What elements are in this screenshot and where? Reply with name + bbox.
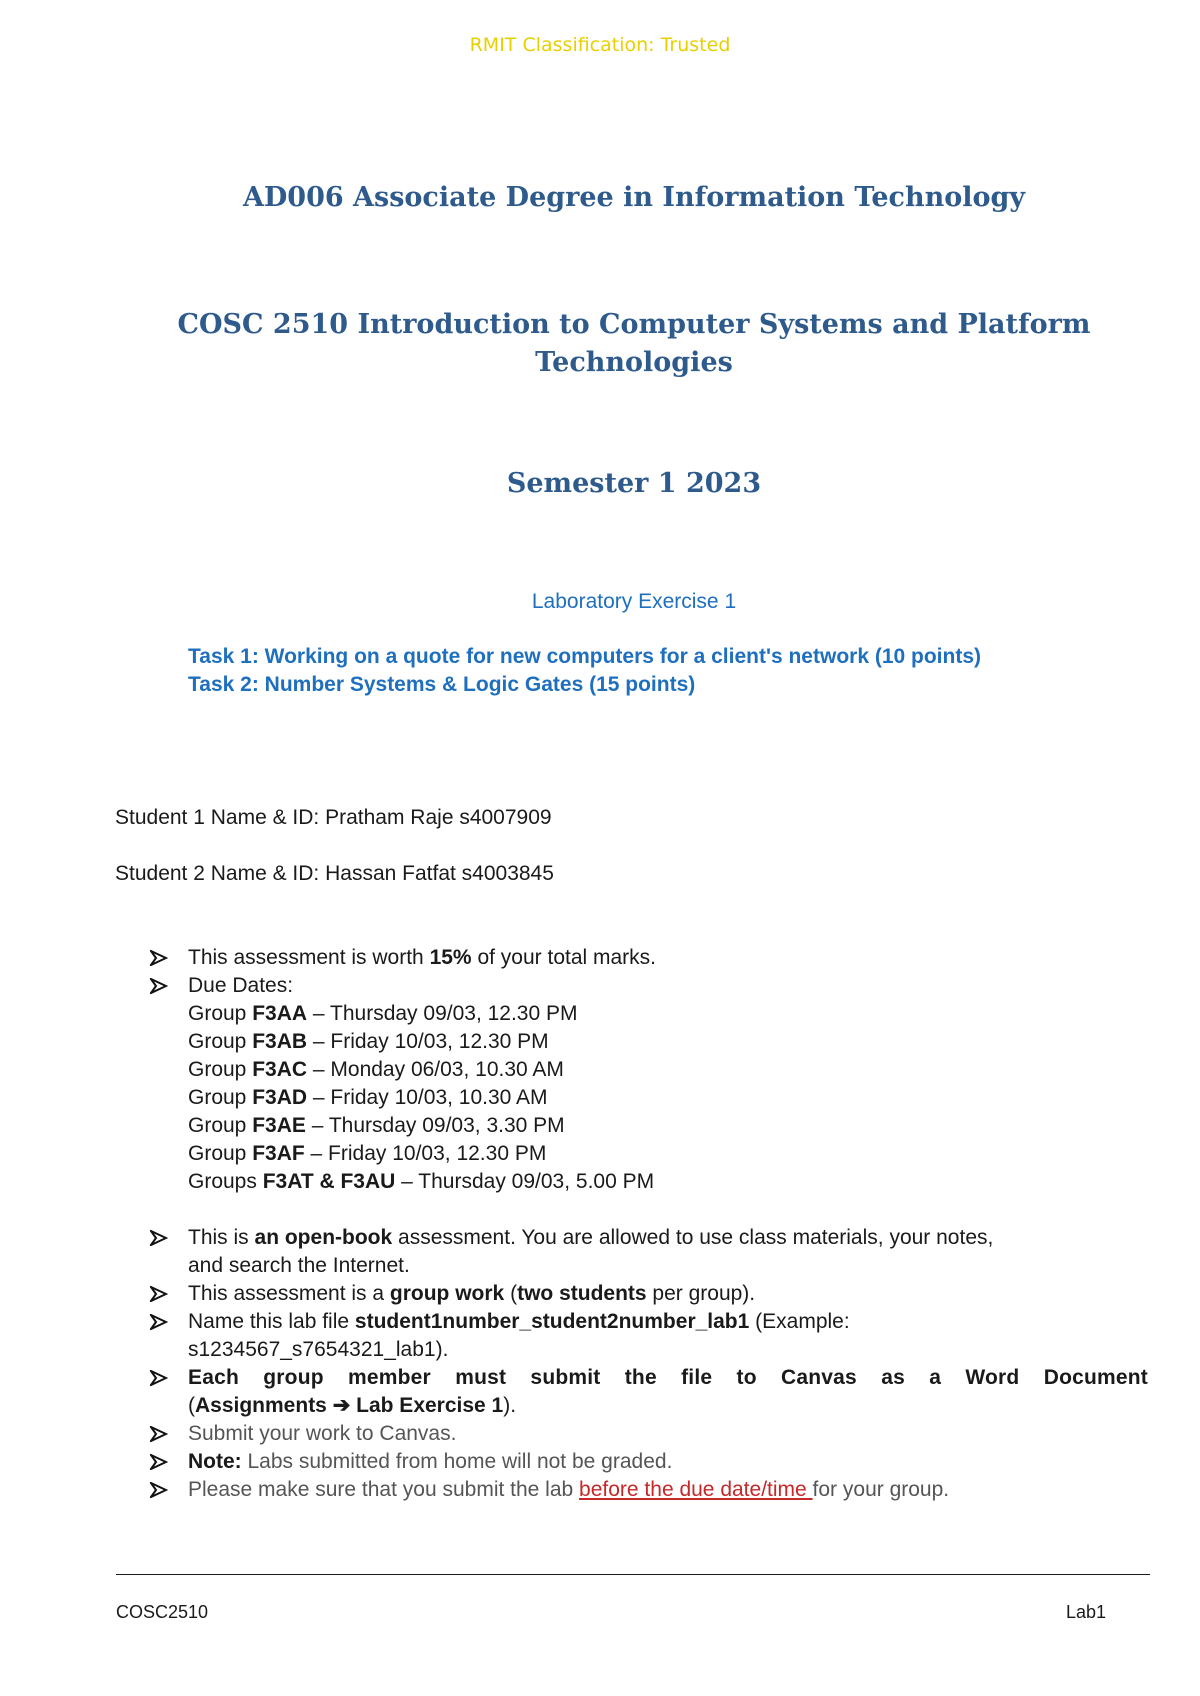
group-due-date: Group F3AD – Friday 10/03, 10.30 AM <box>188 1086 548 1109</box>
submit-instruction: Each group member must submit the file to Canvas as a Word Document <box>188 1366 1148 1389</box>
arrow-bullet-icon <box>150 1280 180 1302</box>
arrow-bullet-icon <box>150 1364 180 1386</box>
list-item: Submit your work to Canvas. <box>150 1420 1148 1448</box>
student-1-line: Student 1 Name & ID: Pratham Raje s4007909 <box>115 806 552 829</box>
arrow-bullet-icon <box>150 1476 180 1498</box>
semester-title: Semester 1 2023 <box>506 468 762 499</box>
lab-title: Laboratory Exercise 1 <box>531 590 737 613</box>
task-2: Task 2: Number Systems & Logic Gates (15 points) <box>188 673 696 696</box>
due-date-link[interactable]: before the due date/time <box>579 1478 813 1501</box>
list-item: Note: Labs submitted from home will not be graded. <box>150 1448 1148 1476</box>
list-item: Please make sure that you submit the lab before the due date/time for your group. <box>150 1476 1148 1504</box>
list-item: Name this lab file student1number_student2number_lab1 (Example: s1234567_s7654321_lab1). <box>150 1308 1148 1364</box>
task-1: Task 1: Working on a quote for new computers for a client's network (10 points) <box>188 645 981 668</box>
classification-label: RMIT Classification: Trusted <box>469 34 731 56</box>
arrow-bullet-icon <box>150 944 180 966</box>
list-item: This assessment is worth 15% of your total marks. <box>150 944 1148 972</box>
group-due-date: Group F3AC – Monday 06/03, 10.30 AM <box>188 1058 564 1081</box>
arrow-bullet-icon <box>150 1224 180 1246</box>
instructions-list <box>150 944 1148 1504</box>
arrow-bullet-icon <box>150 1448 180 1470</box>
list-item: This is an open-book assessment. You are allowed to use class materials, your notes, and search the Internet. <box>150 1224 1148 1280</box>
footer-course-code: COSC2510 <box>116 1602 209 1622</box>
arrow-bullet-icon <box>150 972 180 994</box>
arrow-bullet-icon <box>150 1308 180 1330</box>
course-title-line2: Technologies <box>535 347 733 378</box>
course-title-line1: COSC 2510 Introduction to Computer Systems and Platform <box>177 309 1091 340</box>
due-dates-label: Due Dates: <box>188 974 294 997</box>
list-item: This assessment is a group work (two students per group). <box>150 1280 1148 1308</box>
footer-divider <box>116 1574 1150 1575</box>
group-due-date: Group F3AE – Thursday 09/03, 3.30 PM <box>188 1114 565 1137</box>
group-due-date: Groups F3AT & F3AU – Thursday 09/03, 5.00 PM <box>188 1170 655 1193</box>
list-item <box>150 972 1148 1196</box>
group-due-date: Group F3AF – Friday 10/03, 12.30 PM <box>188 1142 547 1165</box>
degree-title: AD006 Associate Degree in Information Technology <box>242 182 1026 213</box>
student-2-line: Student 2 Name & ID: Hassan Fatfat s4003845 <box>115 862 554 885</box>
group-due-date: Group F3AB – Friday 10/03, 12.30 PM <box>188 1030 549 1053</box>
list-item: Each group member must submit the file to Canvas as a Word Document (Assignments ➔ Lab Exercise 1). <box>150 1364 1148 1420</box>
footer-lab-label: Lab1 <box>1066 1602 1107 1622</box>
arrow-bullet-icon <box>150 1420 180 1442</box>
course-title <box>0 306 1200 382</box>
group-due-date: Group F3AA – Thursday 09/03, 12.30 PM <box>188 1002 578 1025</box>
